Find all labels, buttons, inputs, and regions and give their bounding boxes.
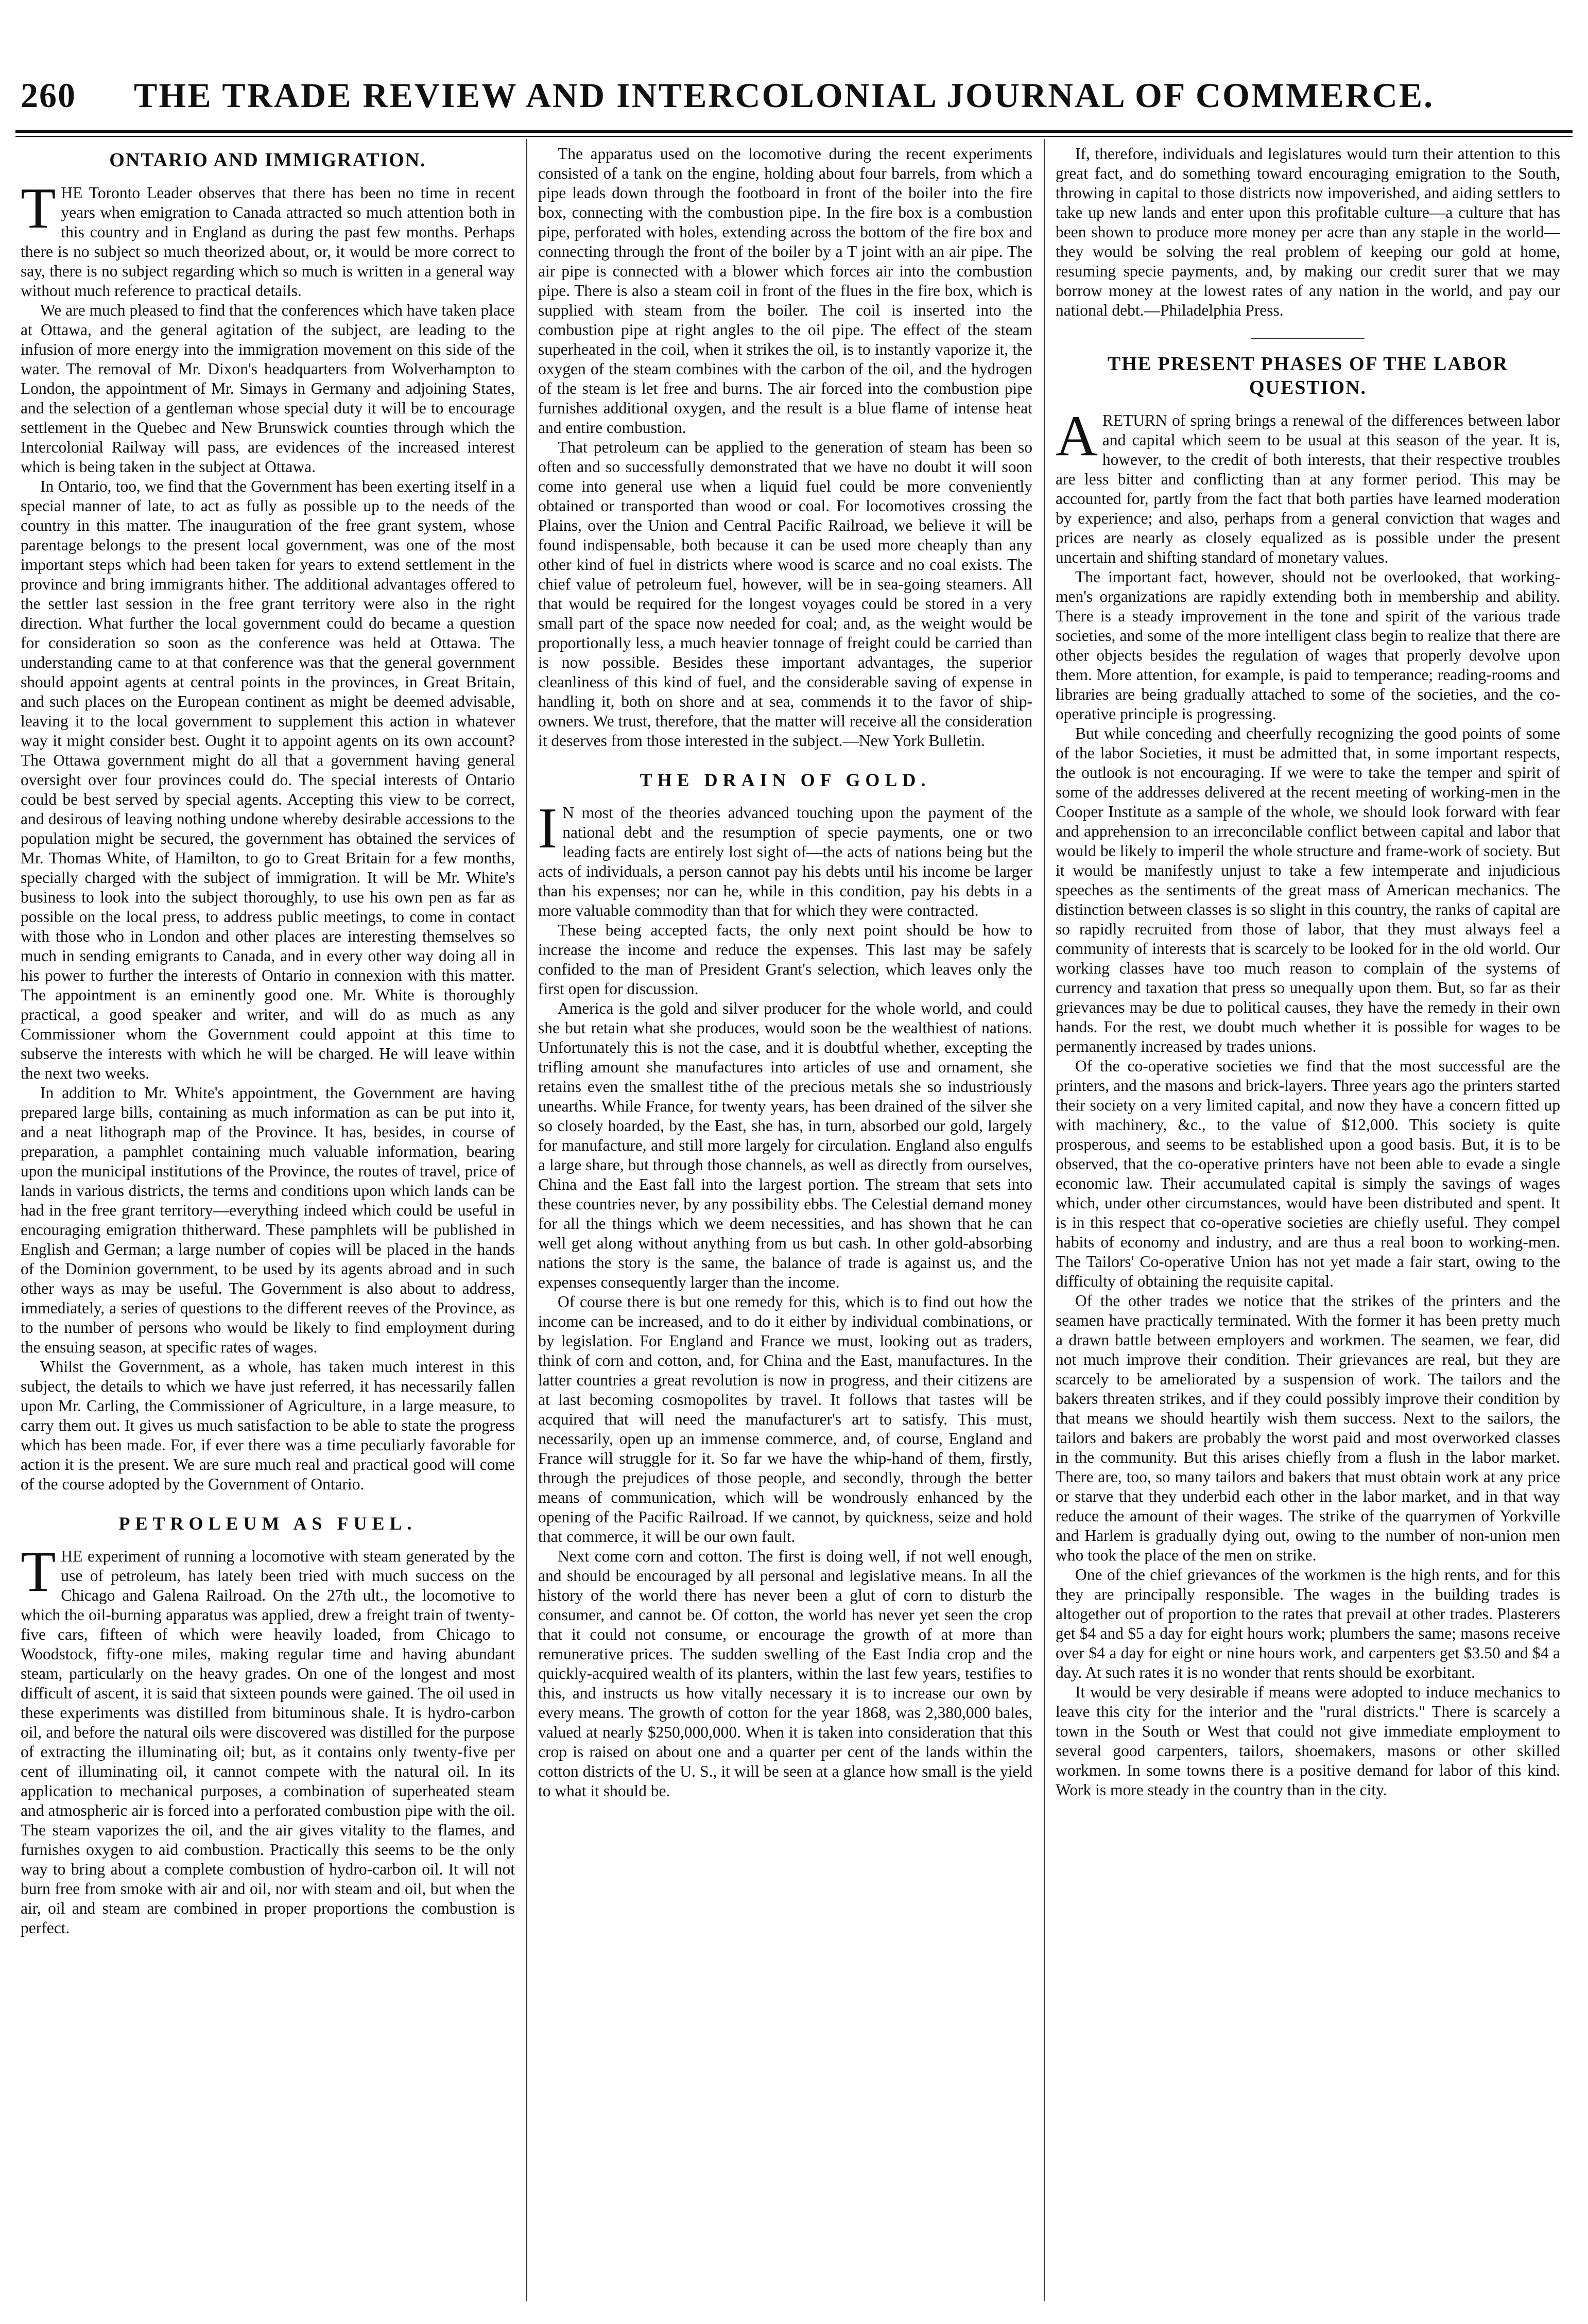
running-title: THE TRADE REVIEW AND INTERCOLONIAL JOURNAL OF COMMERCE.	[134, 76, 1435, 115]
article-ontario-immigration	[21, 148, 515, 1494]
article-paragraph: One of the chief grievances of the workmen is the high rents, and for this they are principally responsible. The wages in the building trades is altogether out of proportion to the rates that prevail at other trades. Plasterers get $4 and $5 a day for eight hours work; plumbers the same; masons receive over $4 a day for eight or nine hours work, and carpenters get $3.50 and $4 a day. At such rates it is no wonder that rents should be exorbitant.	[1056, 1566, 1560, 1681]
article-paragraph: These being accepted facts, the only next point should be how to increase the income and reduce the expenses. This last may be safely confided to the man of President Grant's selection, which leaves only the first open for discussion.	[538, 921, 1032, 998]
column-2	[538, 144, 1032, 2301]
article-paragraph: Whilst the Government, as a whole, has taken much interest in this subject, the details to which we have just referred, it has necessarily fallen upon Mr. Carling, the Commissioner of Agriculture, in a large measure, to carry them out. It gives us much satisfaction to be able to state the progress which has been made. For, if ever there was a time peculiarly favorable for action it is the present. We are sure much real and practical good will come of the course adopted by the Government of Ontario.	[21, 1358, 515, 1493]
article-paragraph: That petroleum can be applied to the generation of steam has been so often and so successfully demonstrated that we have no doubt it will soon come into general use when a liquid fuel could be more conveniently obtained or transported than wood or coal. For locomotives crossing the Plains, over the Union and Central Pacific Railroad, we believe it will be found indispensable, both because it can be used more cheaply than any other kind of fuel in districts where wood is scarce and no coal exists. The chief value of petroleum fuel, however, will be in sea-going steamers. All that would be required for the longest voyages could be stored in a very small part of the space now needed for coal; and, as the weight would be proportionally less, a much heavier tonnage of freight could be carried than is now possible. Besides these important advantages, the superior cleanliness of this kind of fuel, and the considerable saving of expense in handling it, both on shore and at sea, commends it to the favor of ship-owners. We trust, therefore, that the matter will receive all the consideration it deserves from those interested in the subject.—New York Bulletin.	[538, 438, 1032, 750]
article-paragraph: Of the other trades we notice that the strikes of the printers and the seamen have practically terminated. With the former it has been pretty much a drawn battle between employers and workmen. The seamen, we fear, did not much improve their condition. Their grievances are real, but they are scarcely to be ameliorated by a suspension of work. The tailors and the bakers threaten strikes, and if they could possibly improve their condition by that means we should heartily wish them success. Next to the sailors, the tailors and bakers are probably the worst paid and most overworked classes in the community. But this arises chiefly from a flush in the labor market. There are, too, so many tailors and bakers that must obtain work at any price or starve that they underbid each other in the labor market, and in that way reduce the amount of their wages. The strike of the quarrymen of Yorkville and Harlem is gradually dying out, owing to the number of non-union men who took the place of the men on strike.	[1056, 1292, 1560, 1564]
article-paragraph: I N most of the theories advanced touching upon the payment of the national debt and the resumption of specie payments, one or two leading facts are entirely lost sight of—the acts of nations being but the acts of individuals, a person cannot pay his debts until his income be larger than his expenses; nor can he, while in this condition, pay his debts in a more valuable commodity than that for which they were contracted.	[538, 796, 1032, 920]
article-petroleum-fuel	[21, 1512, 515, 1938]
column-1	[21, 144, 515, 2301]
article-drain-of-gold	[538, 768, 1032, 1801]
article-paragraph: Next come corn and cotton. The first is doing well, if not well enough, and should be encouraged by all personal and legislative means. In all the history of the world there has never been a glut of corn to disturb the consumer, and cannot be. Of cotton, the world has never yet seen the crop that it could not consume, or encourage the growth of at more than remunerative prices. The sudden swelling of the East India crop and the quickly-acquired wealth of its planters, within the last few years, testifies to this, and instructs us how vitally necessary it is to increase our own by every means. The growth of cotton for the year 1868, was 2,380,000 bales, valued at nearly $250,000,000. When it is taken into consideration that this crop is raised on about one and a quarter per cent of the lands within the cotton districts of the U. S., it will be seen at a glance how small is the yield to what it should be.	[538, 1547, 1032, 1800]
article-paragraph: In Ontario, too, we find that the Government has been exerting itself in a special manner of late, to act as fully as possible up to the needs of the country in this matter. The inauguration of the free grant system, whose parentage belongs to the present local government, was one of the most important steps which had been taken for years to extend settlement in the province and bring immigrants hither. The additional advantages offered to the settler last session in the free grant territory were also in the right direction. What further the local government could do became a question for consideration so soon as the conference was held at Ottawa. The understanding came to at that conference was that the general government should appoint agents at central points in the provinces, in Great Britain, and such places on the European continent as might be deemed advisable, leaving it to the local government to supplement this action in whatever way it might consider best. Ought it to appoint agents on its own account? The Ottawa government might do all that a government having general oversight over four provinces could do. The special interests of Ontario could be best served by special agents. Accepting this view to be correct, and desirous of leaving nothing undone whereby desirable accessions to the population might be secured, the government has obtained the services of Mr. Thomas White, of Hamilton, to go to Great Britain for a few months, specially charged with the subject of immigration. It will be Mr. White's business to look into the subject thoroughly, to use his own pen as far as possible on the local press, to address public meetings, to come in contact with those who in London and other places are interesting themselves so much in sending emigrants to Canada, and in every other way doing all in his power to further the interests of Ontario in connexion with this matter. The appointment is an eminently good one. Mr. White is thoroughly practical, a good speaker and writer, and will do as much as any Commissioner whom the Government could appoint at this time to subserve the interests with which he will be charged. He will leave within the next two weeks.	[21, 477, 515, 1082]
article-drain-of-gold-cont	[1056, 144, 1560, 320]
article-labor-question	[1056, 352, 1560, 1800]
column-3	[1056, 144, 1560, 2301]
article-paragraph: The important fact, however, should not be overlooked, that working-men's organizations are rapidly extending both in membership and ability. There is a steady improvement in the tone and spirit of the various trade societies, and some of the more intelligent class begin to realize that there are other objects besides the regulation of wages that properly devolve upon them. More attention, for example, is paid to temperance; reading-rooms and libraries are being gradually attached to some of the societies, and the co-operative principle is progressing.	[1056, 568, 1560, 723]
article-title: THE PRESENT PHASES OF THE LABOR QUESTION.	[1107, 353, 1509, 398]
drop-cap: T	[21, 177, 56, 240]
article-paragraph: THE experiment of running a locomotive with steam generated by the use of petroleum, has lately been tried with much success on the Chicago and Galena Railroad. On the 27th ult., the locomotive to which the oil-burning apparatus was applied, drew a freight train of twenty-five cars, fifteen of which were heavily loaded, from Chicago to Woodstock, fifty-one miles, making regular time and having abundant steam, particularly on the heavy grades. On one of the longest and most difficult of ascent, it is said that sixteen pounds were gained. The oil used in these experiments was distilled from bituminous shale. It is hydro-carbon oil, and before the natural oils were discovered was distilled for the purpose of extracting the illuminating oil; but, as it contains only twenty-five per cent of illuminating oil, it cannot compete with the natural oil. In its application to mechanical purposes, a combination of superheated steam and atmospheric air is forced into a perforated combustion pipe with the oil. The steam vaporizes the oil, and the air gives vitality to the flames, and furnishes oxygen to aid combustion. Practically this seems to be the only way to bring about a complete combustion of hydro-carbon oil. It will not burn free from smoke with air and oil, nor with steam and oil, but when the air, oil and steam are combined in proper proportions the combustion is perfect.	[21, 1540, 515, 1937]
article-paragraph: THE Toronto Leader observes that there has been no time in recent years when emigration to Canada attracted so much attention both in this country and in England as during the past few months. Perhaps there is no subject so much theorized about, or, it would be more correct to say, there is no subject regarding which so much is written in a general way without much reference to practical details.	[21, 177, 515, 300]
article-petroleum-fuel-cont	[538, 144, 1032, 751]
article-title: THE DRAIN OF GOLD.	[640, 770, 931, 790]
drop-cap: I	[538, 796, 558, 860]
drop-cap: T	[21, 1540, 56, 1604]
drop-cap: A	[1056, 404, 1097, 468]
article-paragraph: It would be very desirable if means were adopted to induce mechanics to leave this city for the interior and the "rural districts." There is scarcely a town in the South or West that could not give immediate employment to several good carpenters, tailors, shoemakers, masons or other skilled workmen. In some towns there is a positive demand for labor of this kind. Work is more steady in the country than in the city.	[1056, 1683, 1560, 1799]
article-paragraph: The apparatus used on the locomotive during the recent experiments consisted of a tank on the engine, holding about four barrels, from which a pipe leads down through the footboard in front of the boiler into the fire box, connecting with the combustion pipe. In the fire box is a combustion pipe, perforated with holes, extending across the bottom of the fire box and connecting through the front of the boiler by a T joint with an air pipe. The air pipe is connected with a blower which forces air into the combustion pipe. There is also a steam coil in front of the flues in the fire box, which is supplied with steam from the boiler. The coil is inserted into the combustion pipe at right angles to the oil pipe. The effect of the steam superheated in the coil, when it strikes the oil, is to instantly vaporize it, the oxygen of the steam combines with the carbon of the oil, and the hydrogen of the steam is let free and burns. The air forced into the combustion pipe furnishes additional oxygen, and the result is a blue flame of intense heat and entire combustion.	[538, 145, 1032, 437]
article-paragraph: In addition to Mr. White's appointment, the Government are having prepared large bills, containing as much information as can be put into it, and a neat lithograph map of the Province. It has, besides, in course of preparation, a pamphlet containing much valuable information, bearing upon the municipal institutions of the Province, the routes of travel, price of lands in various districts, the terms and conditions upon which lands can be had in the free grant territory—everything indeed which could be useful in encouraging emigration thitherward. These pamphlets will be published in English and German; a large number of copies will be placed in the hands of the Dominion government, to be used by its agents abroad and in such other ways as may be useful. The Government is also about to address, immediately, a series of questions to the different reeves of the Province, as to the number of persons who would be likely to find employment during the ensuing season, at specific rates of wages.	[21, 1084, 515, 1356]
masthead	[0, 62, 1588, 129]
article-title: ONTARIO AND IMMIGRATION.	[109, 149, 426, 171]
article-paragraph: Of course there is but one remedy for this, which is to find out how the income can be increased, and to do it either by individual combinations, or by legislation. For England and France we must, looking out as traders, think of corn and cotton, and, for China and the East, manufactures. In the latter countries a great revolution is now in progress, and their citizens are at last becoming cosmopolites by travel. It follows that tastes will be acquired that will need the manufacturer's art to satisfy. This must, necessarily, open up an immense commerce, and, of course, England and France will struggle for it. So far we have the whip-hand of them, firstly, through the prejudices of those people, and secondly, through the better means of communication, which will be wondrously enhanced by the opening of the Pacific Railroad. If we cannot, by quickness, seize and hold that commerce, it will be our own fault.	[538, 1293, 1032, 1546]
article-separator	[1251, 338, 1365, 339]
article-paragraph: Of the co-operative societies we find that the most successful are the printers, and the masons and brick-layers. Three years ago the printers started their society on a very limited capital, and now they have a concern fitted up with machinery, &c., to the value of $12,000. This society is quite prosperous, and seems to be established upon a good basis. But, it is to be observed, that the co-operative printers have not been able to evade a single economic law. Their accumulated capital is simply the savings of wages which, under other circumstances, would have been distributed and spent. It is in this respect that co-operative societies are chiefly useful. They compel habits of economy and industry, and are thus a real boon to working-men. The Tailors' Co-operative Union has not yet made a fair start, owing to the difficulty of obtaining the requisite capital.	[1056, 1057, 1560, 1290]
article-paragraph: But while conceding and cheerfully recognizing the good points of some of the labor Societies, it must be admitted that, in some important respects, the outlook is not encouraging. If we were to take the temper and spirit of some of the addresses delivered at the recent meeting of working-men in the Cooper Institute as a sample of the whole, we should look forward with fear and apprehension to an irreconcilable conflict between capital and labor that would be likely to imperil the whole structure and frame-work of society. But it would be manifestly unjust to take a few intemperate and injudicious speeches as the sentiments of the great mass of American mechanics. The distinction between classes is so slight in this country, the ranks of capital are so rapidly recruited from those of labor, that they must always feel a community of interests that is scarcely to be looked for in the old world. Our working classes have too much reason to complain of the systems of currency and taxation that press so unequally upon them. But, so far as their grievances may be due to political causes, they have the remedy in their own hands. For the rest, we doubt much whether it is possible for wages to be permanently increased by trades unions.	[1056, 724, 1560, 1055]
article-paragraph: If, therefore, individuals and legislatures would turn their attention to this great fact, and do something toward encouraging emigration to the South, throwing in capital to those districts now impoverished, and aiding settlers to take up new lands and enter upon this profitable culture—a culture that has been shown to produce more money per acre than any staple in the world—they would be solving the real problem of keeping our gold at home, resuming specie payments, and, by making our credit surer that we may borrow money at the lowest rates of any nation in the world, and pay our national debt.—Philadelphia Press.	[1056, 145, 1560, 319]
article-paragraph: We are much pleased to find that the conferences which have taken place at Ottawa, and the general agitation of the subject, are leading to the infusion of more energy into the immigration movement on this side of the water. The removal of Mr. Dixon's headquarters from Wolverhampton to London, the appointment of Mr. Simays in Germany and adjoining States, and the selection of a gentleman whose special duty it will be to encourage settlement in the Quebec and New Brunswick counties through which the Intercolonial Railway will pass, are evidences of the increased interest which is being taken in the subject at Ottawa.	[21, 301, 515, 476]
column-divider	[1044, 139, 1045, 2301]
article-title: PETROLEUM AS FUEL.	[118, 1513, 417, 1534]
header-rule	[15, 130, 1573, 137]
article-paragraph: America is the gold and silver producer for the whole world, and could she but retain what she produces, would soon be the wealthiest of nations. Unfortunately this is not the case, and it is doubtful whether, excepting the trifling amount she manufactures into articles of use and ornament, she retains even the smallest tithe of the precious metals she so industriously unearths. While France, for twenty years, has been drained of the silver she so closely hoarded, by the East, she has, in turn, absorbed our gold, largely for manufacture, and still more largely for circulation. England also engulfs a large share, but through those channels, as well as directly from ourselves, China and the East fall into the largest portion. The stream that sets into these countries never, by any possibility ebbs. The Celestial demand money for all the things which we deem necessities, and has shown that he can well get along without anything from us but cash. In other gold-absorbing nations the story is the same, the balance of trade is against us, and the expenses consequently larger than the income.	[538, 999, 1032, 1291]
page-number: 260	[21, 76, 76, 115]
column-divider	[526, 139, 527, 2301]
article-paragraph: A RETURN of spring brings a renewal of the differences between labor and capital which seem to be usual at this season of the year. It is, however, to the credit of both interests, that their respective troubles are less bitter and conflicting than at any former period. This may be accounted for, partly from the fact that both parties have learned moderation by experience; and also, perhaps from a general conviction that wages and prices are nearly as closely equalized as is possible under the present uncertain and shifting standard of monetary values.	[1056, 404, 1560, 566]
